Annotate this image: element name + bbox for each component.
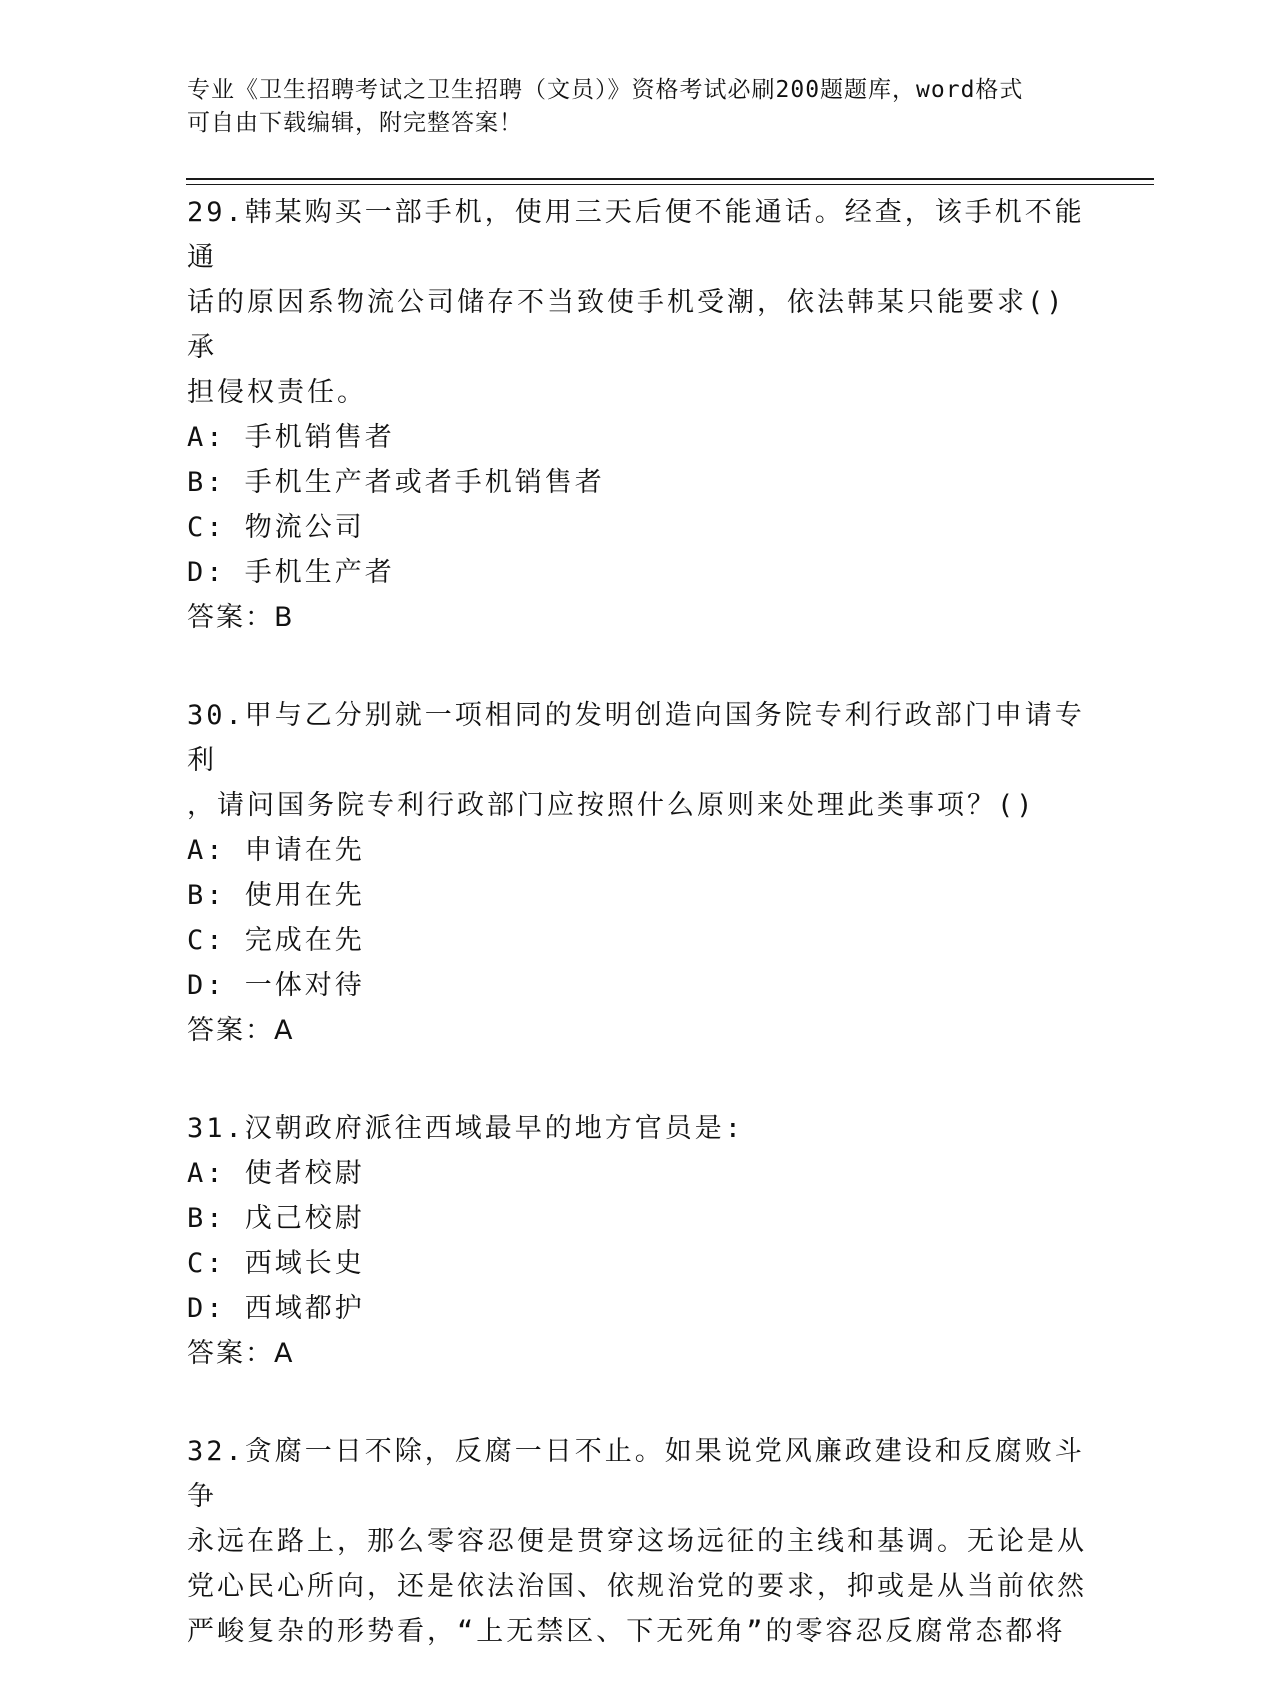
- answer-label: 答案：B: [187, 602, 295, 633]
- stem-line: 31.汉朝政府派往西域最早的地方官员是:: [187, 1113, 745, 1144]
- option-c: C: 西域长史: [187, 1248, 365, 1279]
- question-stem: [187, 1106, 1087, 1151]
- stem-line: 话的原因系物流公司储存不当致使手机受潮，依法韩某只能要求()承: [187, 287, 1066, 363]
- stem-line: 担侵权责任。: [187, 377, 367, 408]
- question-31: [187, 1106, 1087, 1376]
- question-stem: [187, 190, 1087, 415]
- stem-line: 严峻复杂的形势看，“上无禁区、下无死角”的零容忍反腐常态都将: [187, 1616, 1066, 1647]
- option-d: D: 西域都护: [187, 1293, 365, 1324]
- option-b: B: 使用在先: [187, 880, 365, 911]
- stem-line: 党心民心所向，还是依法治国、依规治党的要求，抑或是从当前依然: [187, 1571, 1087, 1602]
- question-list: [187, 190, 1087, 1707]
- option-b: B: 手机生产者或者手机销售者: [187, 467, 605, 498]
- answer-label: 答案：A: [187, 1338, 295, 1369]
- question-32: [187, 1429, 1087, 1654]
- document-header: [187, 74, 1067, 140]
- option-c: C: 完成在先: [187, 925, 365, 956]
- option-d: D: 手机生产者: [187, 557, 395, 588]
- header-line-1: 专业《卫生招聘考试之卫生招聘（文员）》资格考试必刷200题题库，word格式: [187, 77, 1024, 103]
- header-divider-thin: [186, 184, 1154, 185]
- stem-line: 永远在路上，那么零容忍便是贯穿这场远征的主线和基调。无论是从: [187, 1526, 1087, 1557]
- option-c: C: 物流公司: [187, 512, 365, 543]
- option-a: A: 申请在先: [187, 835, 365, 866]
- stem-line: 29.韩某购买一部手机，使用三天后便不能通话。经查，该手机不能通: [187, 197, 1085, 273]
- option-b: B: 戊己校尉: [187, 1203, 365, 1234]
- option-d: D: 一体对待: [187, 970, 365, 1001]
- option-a: A: 使者校尉: [187, 1158, 365, 1189]
- question-stem: [187, 1429, 1087, 1654]
- header-divider-thick: [186, 178, 1154, 180]
- stem-line: 32.贪腐一日不除，反腐一日不止。如果说党风廉政建设和反腐败斗争: [187, 1436, 1085, 1512]
- header-line-2: 可自由下载编辑，附完整答案！: [187, 110, 523, 136]
- question-stem: [187, 693, 1087, 828]
- question-29: [187, 190, 1087, 640]
- stem-line: ，请问国务院专利行政部门应按照什么原则来处理此类事项？(): [187, 790, 1036, 821]
- answer-label: 答案：A: [187, 1015, 295, 1046]
- stem-line: 30.甲与乙分别就一项相同的发明创造向国务院专利行政部门申请专利: [187, 700, 1085, 776]
- option-a: A: 手机销售者: [187, 422, 395, 453]
- question-30: [187, 693, 1087, 1053]
